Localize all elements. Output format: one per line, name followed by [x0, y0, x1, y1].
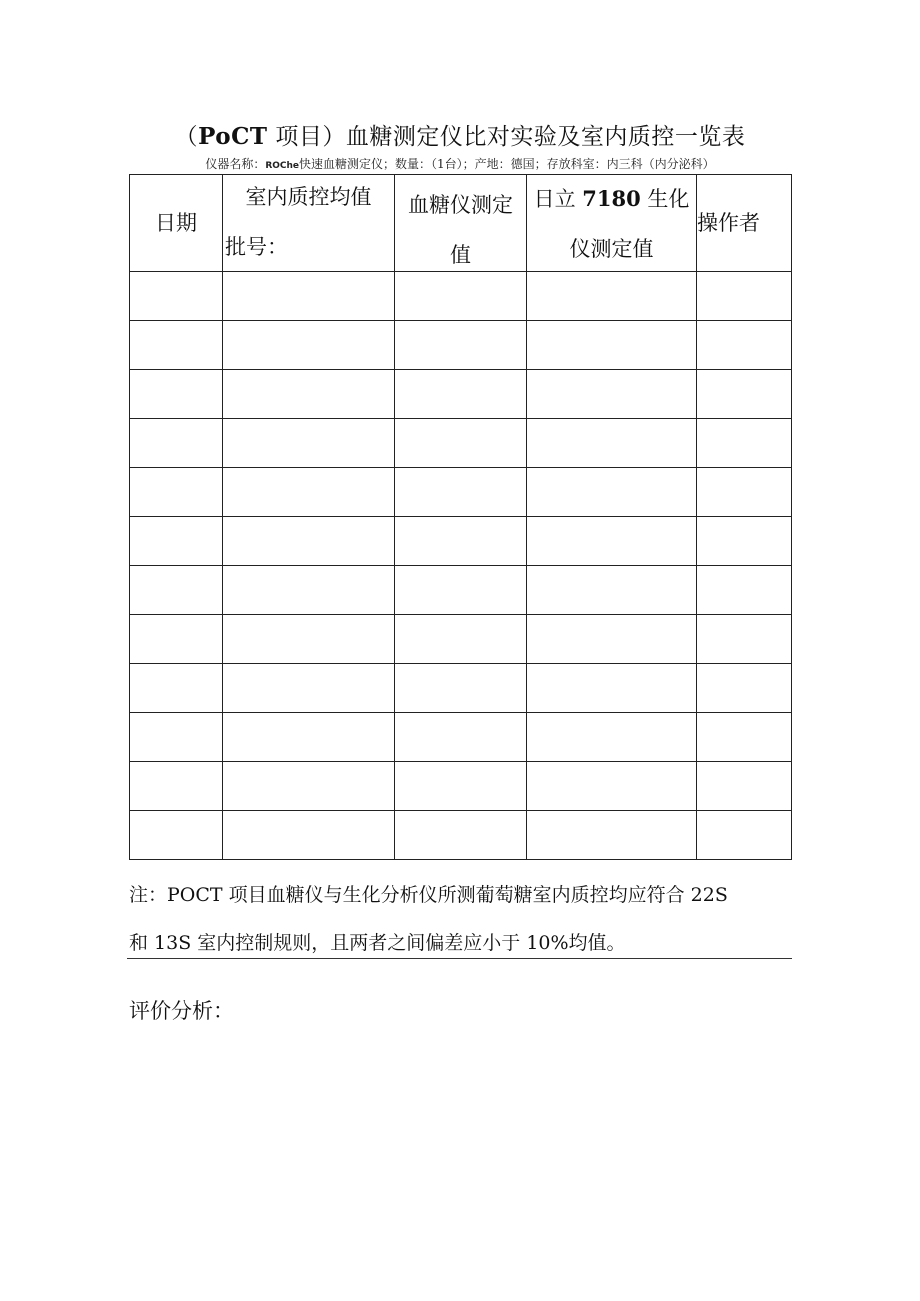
header-biochem-type: 生化 [647, 187, 690, 211]
qc-mean-lot-cell[interactable] [223, 713, 395, 762]
biochem-value-cell[interactable] [527, 811, 697, 860]
date-cell[interactable] [130, 370, 223, 419]
operator-cell[interactable] [697, 664, 792, 713]
brand-name: ROChe [265, 161, 300, 171]
qc-mean-lot-cell[interactable] [223, 566, 395, 615]
note-line-2: 和 13S 室内控制规则，且两者之间偏差应小于 10%均值。 [129, 932, 626, 954]
qc-mean-lot-cell[interactable] [223, 321, 395, 370]
title-paren-open: （ [174, 124, 199, 150]
date-cell[interactable] [130, 566, 223, 615]
table-row [130, 370, 792, 419]
analysis-label: 评价分析： [129, 999, 234, 1023]
meter-value-cell[interactable] [395, 370, 527, 419]
qc-mean-lot-cell[interactable] [223, 615, 395, 664]
operator-cell[interactable] [697, 615, 792, 664]
date-cell[interactable] [130, 664, 223, 713]
header-operator-label: 操作者 [697, 211, 760, 235]
header-biochem-model: 7180 [582, 186, 641, 211]
biochem-value-cell[interactable] [527, 468, 697, 517]
biochem-value-cell[interactable] [527, 370, 697, 419]
page-title [0, 120, 920, 154]
header-lot-label: 批号： [225, 235, 288, 259]
header-biochem-value [527, 175, 697, 272]
header-biochem-brand: 日立 [533, 187, 576, 211]
header-qc-mean-label: 室内质控均值 [245, 185, 372, 209]
operator-cell[interactable] [697, 811, 792, 860]
operator-cell[interactable] [697, 272, 792, 321]
meter-value-cell[interactable] [395, 468, 527, 517]
date-cell[interactable] [130, 713, 223, 762]
instrument-label: 仪器名称： [205, 157, 266, 171]
qc-mean-lot-cell[interactable] [223, 811, 395, 860]
table-row [130, 419, 792, 468]
biochem-value-cell[interactable] [527, 762, 697, 811]
note-line-1: 注：POCT 项目血糖仪与生化分析仪所测葡萄糖室内质控均应符合 22S [129, 884, 728, 906]
biochem-value-cell[interactable] [527, 713, 697, 762]
table-row [130, 566, 792, 615]
header-meter-line2: 值 [450, 243, 471, 267]
biochem-value-cell[interactable] [527, 566, 697, 615]
qc-mean-lot-cell[interactable] [223, 664, 395, 713]
table-row [130, 664, 792, 713]
date-cell[interactable] [130, 517, 223, 566]
meter-value-cell[interactable] [395, 419, 527, 468]
table-body [130, 272, 792, 860]
qc-mean-lot-cell[interactable] [223, 272, 395, 321]
qc-mean-lot-cell[interactable] [223, 468, 395, 517]
title-poct: PoCT [198, 123, 268, 150]
qc-mean-lot-cell[interactable] [223, 419, 395, 468]
table-header-row [130, 175, 792, 272]
divider-line [127, 958, 792, 959]
meter-value-cell[interactable] [395, 321, 527, 370]
date-cell[interactable] [130, 321, 223, 370]
meter-value-cell[interactable] [395, 615, 527, 664]
operator-cell[interactable] [697, 321, 792, 370]
table-row [130, 713, 792, 762]
date-cell[interactable] [130, 811, 223, 860]
meter-value-cell[interactable] [395, 713, 527, 762]
table-row [130, 321, 792, 370]
meter-value-cell[interactable] [395, 566, 527, 615]
qc-mean-lot-cell[interactable] [223, 517, 395, 566]
date-cell[interactable] [130, 419, 223, 468]
meter-value-cell[interactable] [395, 762, 527, 811]
title-rest: 项目）血糖测定仪比对实验及室内质控一览表 [267, 124, 746, 150]
biochem-value-cell[interactable] [527, 615, 697, 664]
header-biochem-line1 [527, 185, 696, 213]
meter-value-cell[interactable] [395, 517, 527, 566]
operator-cell[interactable] [697, 713, 792, 762]
instrument-details: 快速血糖测定仪；数量：（1台）；产地：德国；存放科室：内三科（内分泌科） [299, 157, 715, 171]
header-operator [697, 175, 792, 272]
meter-value-cell[interactable] [395, 811, 527, 860]
biochem-value-cell[interactable] [527, 517, 697, 566]
date-cell[interactable] [130, 762, 223, 811]
biochem-value-cell[interactable] [527, 664, 697, 713]
operator-cell[interactable] [697, 517, 792, 566]
header-date [130, 175, 223, 272]
meter-value-cell[interactable] [395, 664, 527, 713]
operator-cell[interactable] [697, 370, 792, 419]
date-cell[interactable] [130, 468, 223, 517]
table-row [130, 762, 792, 811]
operator-cell[interactable] [697, 566, 792, 615]
header-biochem-line2: 仪测定值 [569, 237, 654, 261]
header-meter-value [395, 175, 527, 272]
meter-value-cell[interactable] [395, 272, 527, 321]
table-row [130, 517, 792, 566]
operator-cell[interactable] [697, 762, 792, 811]
header-meter-line1: 血糖仪测定 [408, 193, 513, 217]
header-qc-mean-lot [223, 175, 395, 272]
qc-mean-lot-cell[interactable] [223, 762, 395, 811]
table-row [130, 272, 792, 321]
table-row [130, 811, 792, 860]
table-row [130, 615, 792, 664]
qc-mean-lot-cell[interactable] [223, 370, 395, 419]
date-cell[interactable] [130, 272, 223, 321]
date-cell[interactable] [130, 615, 223, 664]
header-date-label: 日期 [155, 211, 197, 235]
qc-comparison-table [129, 174, 792, 860]
biochem-value-cell[interactable] [527, 321, 697, 370]
table-row [130, 468, 792, 517]
operator-cell[interactable] [697, 468, 792, 517]
biochem-value-cell[interactable] [527, 272, 697, 321]
biochem-value-cell[interactable] [527, 419, 697, 468]
instrument-info [0, 155, 920, 175]
operator-cell[interactable] [697, 419, 792, 468]
